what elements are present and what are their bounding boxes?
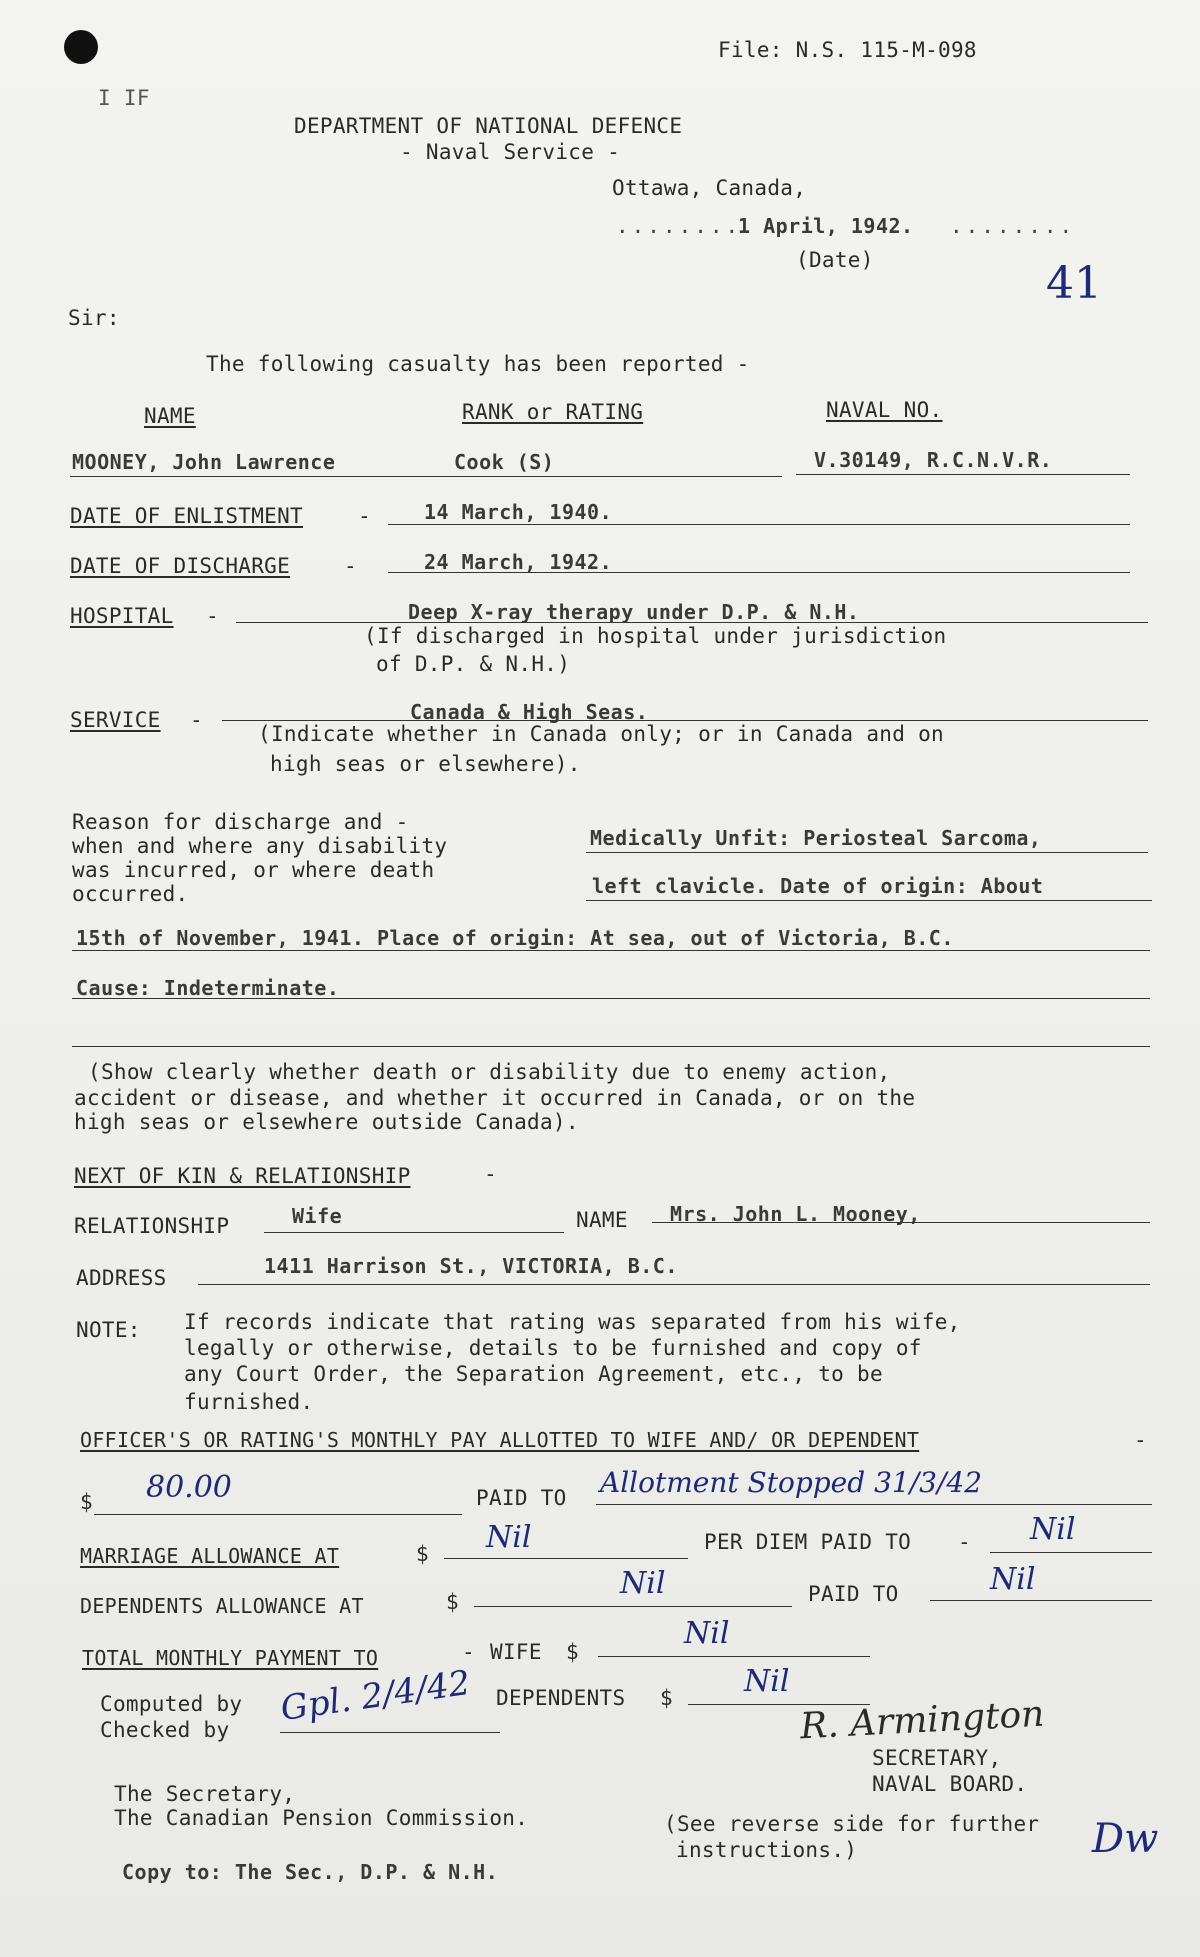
note-line-2: legally or otherwise, details to be furnished and copy of [184,1336,922,1360]
reason-underline-2 [586,900,1152,901]
reason-line-3: 15th of November, 1941. Place of origin: At sea, out of Victoria, B.C. [76,926,954,950]
copy-to: Copy to: The Sec., D.P. & N.H. [122,1860,499,1884]
secretary-title-2: NAVAL BOARD. [872,1772,1028,1796]
dependents-total-label: DEPENDENTS [496,1686,626,1710]
kin-heading: NEXT OF KIN & RELATIONSHIP [74,1164,411,1188]
hospital-label: HOSPITAL [70,604,174,628]
secretary-title-1: SECRETARY, [872,1746,1002,1770]
dependents-total-value: Nil [744,1664,790,1699]
reason-label-3: was incurred, or where death [72,858,435,882]
checked-by-label: Checked by [100,1718,230,1742]
per-diem-underline [990,1552,1152,1553]
amount-dollar: $ [80,1490,93,1514]
date-caption: (Date) [796,248,874,272]
relationship-underline [264,1232,564,1233]
dependents-label: DEPENDENTS ALLOWANCE AT [80,1594,364,1618]
wife-value: Nil [684,1616,730,1651]
column-naval-no: NAVAL NO. [826,398,943,422]
column-rank: RANK or RATING [462,400,644,424]
reverse-note-1: (See reverse side for further [664,1812,1040,1836]
reverse-note-2: instructions.) [676,1838,858,1862]
reason-label-4: occurred. [72,882,189,906]
date-dots-right: ........ [950,214,1076,238]
service-note-1: (Indicate whether in Canada only; or in Canada and on [258,722,944,746]
casualty-rank: Cook (S) [454,450,555,474]
dependents-dollar: $ [446,1590,459,1614]
pay-heading-dash: - [1134,1428,1147,1452]
file-number: File: N.S. 115-M-098 [718,38,977,62]
reason-line-4: Cause: Indeterminate. [76,976,340,1000]
marriage-underline [444,1558,688,1559]
margin-initials: Dw [1092,1816,1159,1862]
reason-label-1: Reason for discharge and - [72,810,409,834]
kin-dash: - [484,1162,497,1186]
secretary-signature: R. Armington [799,1693,1046,1748]
marriage-value: Nil [486,1520,532,1555]
computed-by-label: Computed by [100,1692,243,1716]
amount-underline [94,1514,462,1515]
computed-underline [280,1732,500,1733]
addressee-1: The Secretary, [114,1782,296,1806]
per-diem-value: Nil [1030,1512,1076,1547]
service-heading: - Naval Service - [400,140,621,164]
marriage-label: MARRIAGE ALLOWANCE AT [80,1544,340,1568]
dependents-paid-label: PAID TO [808,1582,899,1606]
dependents-total-dollar: $ [660,1686,673,1710]
reason-underline-4 [72,998,1150,999]
total-label: TOTAL MONTHLY PAYMENT TO [82,1646,379,1670]
date-dots-left: ........ [616,214,742,238]
kin-name-value: Mrs. John L. Mooney, [670,1202,921,1226]
service-dash: - [190,708,203,732]
reason-underline-5 [72,1046,1150,1047]
wife-dash: - [462,1640,475,1664]
casualty-name: MOONEY, John Lawrence [72,450,336,474]
addressee-2: The Canadian Pension Commission. [114,1806,529,1830]
location: Ottawa, Canada, [612,176,807,200]
reason-line-1: Medically Unfit: Periosteal Sarcoma, [590,826,1042,850]
discharge-underline [388,572,1130,573]
enlistment-value: 14 March, 1940. [424,500,613,524]
casualty-underline [70,476,782,477]
department-heading: DEPARTMENT OF NATIONAL DEFENCE [294,114,683,138]
enlistment-dash: - [358,504,371,528]
discharge-value: 24 March, 1942. [424,550,613,574]
service-note-2: high seas or elsewhere). [270,752,581,776]
page-number: 41 [1046,258,1102,309]
address-underline [198,1284,1150,1285]
hospital-value: Deep X-ray therapy under D.P. & N.H. [408,600,860,624]
note-label: NOTE: [76,1318,141,1342]
service-label: SERVICE [70,708,161,732]
enlistment-underline [388,524,1130,525]
pay-heading: OFFICER'S OR RATING'S MONTHLY PAY ALLOTTED TO WIFE AND/ OR DEPENDENT [80,1428,920,1452]
dependents-underline [474,1606,792,1607]
wife-underline [598,1656,870,1657]
reason-underline-1 [586,852,1148,853]
hospital-note-1: (If discharged in hospital under jurisdiction [364,624,947,648]
casualty-statement: The following casualty has been reported - [206,352,750,376]
reason-note-3: high seas or elsewhere outside Canada). [74,1110,579,1134]
paid-to-value: Allotment Stopped 31/3/42 [600,1466,983,1499]
dependents-paid-value: Nil [990,1562,1036,1597]
reason-note-2: accident or disease, and whether it occurred in Canada, or on the [74,1086,916,1110]
hospital-dash: - [206,604,219,628]
wife-label: WIFE [490,1640,542,1664]
marriage-dollar: $ [416,1542,429,1566]
address-value: 1411 Harrison St., VICTORIA, B.C. [264,1254,678,1278]
reason-line-2: left clavicle. Date of origin: About [592,874,1044,898]
note-line-1: If records indicate that rating was separated from his wife, [184,1310,961,1334]
paid-to-underline [596,1504,1152,1505]
computed-initials: Gpl. 2/4/42 [278,1662,473,1730]
service-value: Canada & High Seas. [410,700,649,724]
per-diem-dash: - [958,1530,971,1554]
address-label: ADDRESS [76,1266,167,1290]
discharge-dash: - [344,554,357,578]
report-date: 1 April, 1942. [738,214,914,238]
reason-underline-3 [72,950,1150,951]
naval-no-underline [796,474,1130,475]
service-underline [222,720,1148,721]
salutation: Sir: [68,306,120,330]
wife-dollar: $ [566,1640,579,1664]
dependents-value: Nil [620,1566,666,1601]
per-diem-label: PER DIEM PAID TO [704,1530,912,1554]
punch-hole [64,30,98,64]
hospital-note-2: of D.P. & N.H.) [376,652,571,676]
discharge-label: DATE OF DISCHARGE [70,554,291,578]
casualty-naval-no: V.30149, R.C.N.V.R. [814,448,1053,472]
amount-value: 80.00 [146,1470,232,1505]
paid-to-label: PAID TO [476,1486,567,1510]
relationship-value: Wife [292,1204,343,1228]
reason-note-1: (Show clearly whether death or disability due to enemy action, [88,1060,891,1084]
reason-label-2: when and where any disability [72,834,448,858]
kin-name-label: NAME [576,1208,628,1232]
kin-name-underline [652,1222,1150,1223]
hospital-underline [236,622,1148,623]
column-name: NAME [144,404,196,428]
corner-mark: I IF [98,86,150,110]
dependents-paid-underline [930,1600,1152,1601]
note-line-3: any Court Order, the Separation Agreement, etc., to be [184,1362,883,1386]
relationship-label: RELATIONSHIP [74,1214,230,1238]
note-line-4: furnished. [184,1390,314,1414]
enlistment-label: DATE OF ENLISTMENT [70,504,303,528]
